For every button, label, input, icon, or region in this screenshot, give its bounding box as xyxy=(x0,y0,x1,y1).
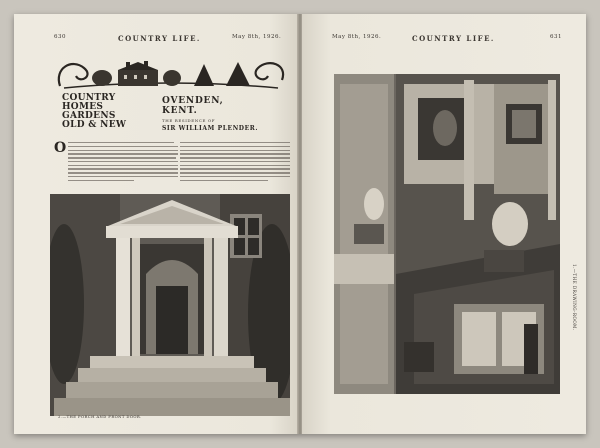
estate-line: OVENDEN, xyxy=(162,96,224,106)
body-text-column-2 xyxy=(180,142,290,190)
porch-photograph xyxy=(50,194,290,416)
drawing-room-caption xyxy=(564,74,578,394)
series-line: HOMES xyxy=(62,102,104,112)
drawing-room-photograph xyxy=(334,74,560,394)
series-line: GARDENS xyxy=(62,111,116,121)
left-page-date: May 8th, 1926. xyxy=(232,34,282,40)
estate-line: KENT. xyxy=(162,106,198,116)
right-running-title: COUNTRY LIFE. xyxy=(412,34,495,43)
side-caption-text: 1.—THE DRAWING-ROOM. xyxy=(572,264,577,331)
left-page-number: 630 xyxy=(54,34,66,40)
series-line: OLD & NEW xyxy=(62,120,127,130)
left-page xyxy=(14,14,298,434)
porch-caption: 2.—THE PORCH AND FRONT DOOR. xyxy=(58,414,142,419)
series-title xyxy=(62,94,148,130)
drop-cap: O xyxy=(54,140,67,156)
left-running-title: COUNTRY LIFE. xyxy=(118,34,201,43)
right-page xyxy=(302,14,586,434)
body-text-column-1 xyxy=(68,142,178,190)
owner-name: SIR WILLIAM PLENDER. xyxy=(162,125,259,132)
estate-name xyxy=(162,96,224,116)
magazine-spread xyxy=(14,14,586,434)
caption-rotated xyxy=(564,74,578,394)
residence-label: THE RESIDENCE OF xyxy=(162,118,216,123)
right-page-number: 631 xyxy=(550,34,562,40)
masthead xyxy=(54,58,286,138)
right-page-date: May 8th, 1926. xyxy=(332,34,382,40)
series-line: COUNTRY xyxy=(62,93,116,103)
masthead-ornament xyxy=(54,58,286,92)
